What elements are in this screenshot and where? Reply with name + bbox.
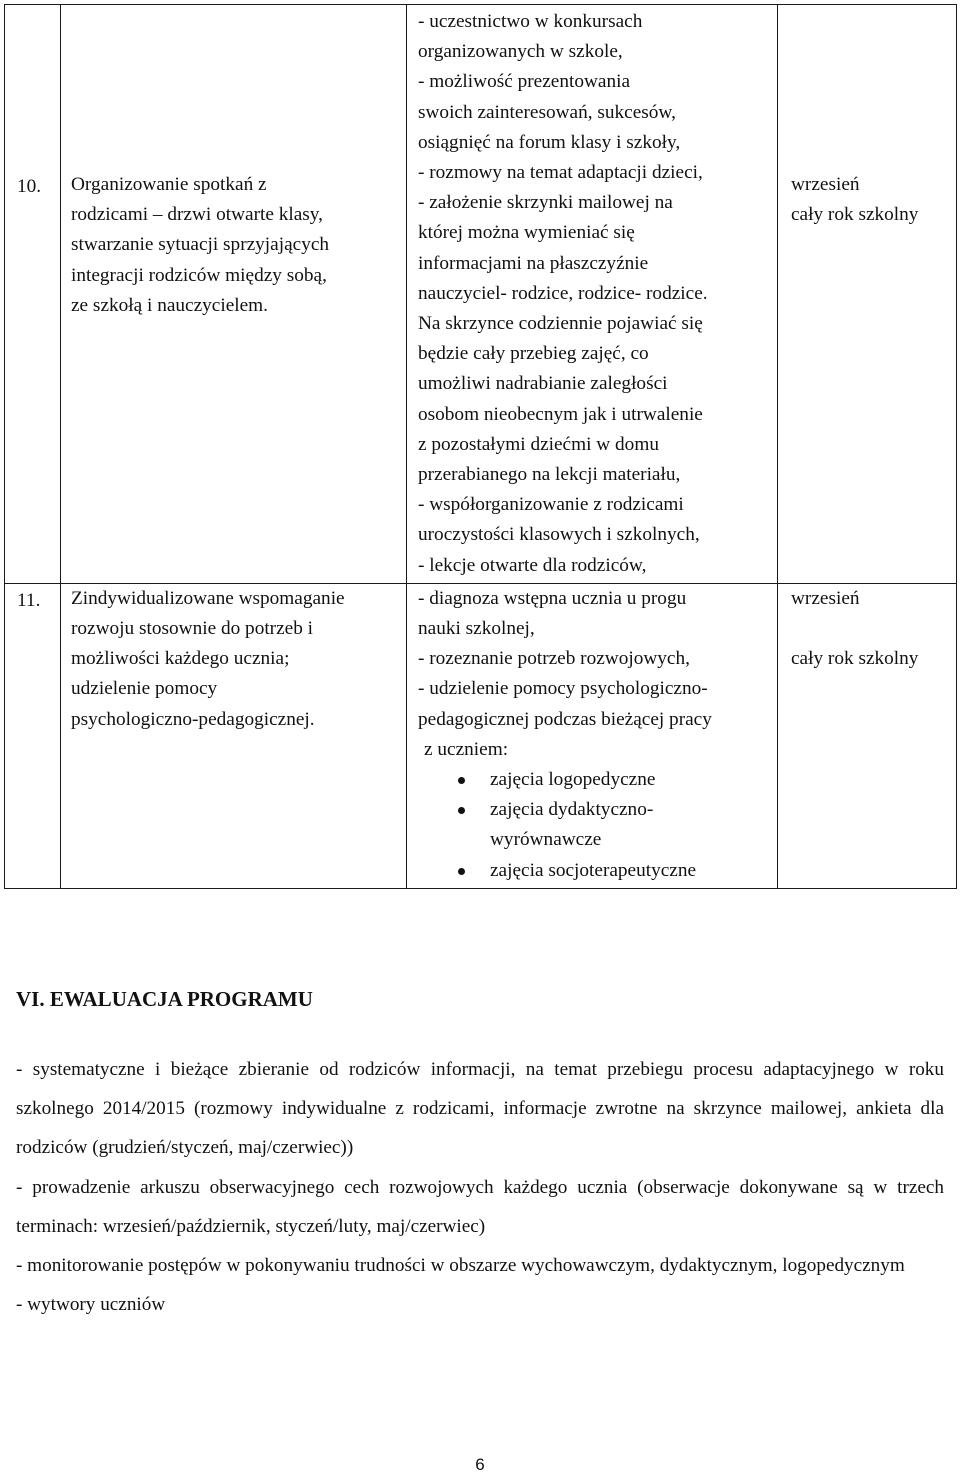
page-number: 6 xyxy=(475,1455,485,1474)
task-line: rodzicami – drzwi otwarte klasy, xyxy=(71,204,323,226)
action-line: - rozmowy na temat adaptacji dzieci, xyxy=(418,162,703,184)
action-line: pedagogicznej podczas bieżącej pracy xyxy=(418,708,712,730)
actions-cell xyxy=(407,5,778,584)
row-number: 10. xyxy=(17,176,42,197)
action-line: - współorganizowanie z rodzicami xyxy=(418,494,684,516)
actions-cell xyxy=(407,583,778,888)
action-line: umożliwi nadrabianie zaległości xyxy=(418,373,668,395)
evaluation-paragraph: - monitorowanie postępów w pokonywaniu trudności w obszarze wychowawczym, dydaktycznym, logopedycznym xyxy=(16,1255,905,1277)
task-line: stwarzanie sytuacji sprzyjających xyxy=(71,234,330,256)
term-start: wrzesień xyxy=(791,174,860,195)
action-line: osiągnięć na forum klasy i szkoły, xyxy=(418,131,681,153)
action-line: - uczestnictwo w konkursach xyxy=(418,11,643,32)
action-line: - możliwość prezentowania xyxy=(418,71,631,93)
term-cell xyxy=(778,583,957,888)
task-line: Organizowanie spotkań z xyxy=(71,174,267,195)
evaluation-paragraph: - wytwory uczniów xyxy=(16,1294,166,1316)
list-item: zajęcia socjoterapeutyczne xyxy=(490,856,769,886)
task-line: psychologiczno-pedagogicznej. xyxy=(71,708,315,730)
table-row xyxy=(5,5,957,584)
action-line: z pozostałymi dziećmi w domu xyxy=(418,433,659,455)
section-title: VI. EWALUACJA PROGRAMU xyxy=(16,987,313,1011)
action-line: osobom nieobecnym jak i utrwalenie xyxy=(418,403,703,425)
task-line: ze szkołą i nauczycielem. xyxy=(71,294,268,316)
action-line: - założenie skrzynki mailowej na xyxy=(418,192,673,214)
task-line: możliwości każdego ucznia; xyxy=(71,648,290,670)
evaluation-paragraph: - systematyczne i bieżące zbieranie od rodziców informacji, na temat przebiegu procesu adaptacyjnego w roku szkolnego 2014/2015 (rozmowy indywidualne z rodzicami, informacje zwrotne na skrzynce mailowej, ankieta dla rodziców (grudzień/styczeń, maj/czerwiec)) xyxy=(16,1059,944,1159)
action-line: przerabianego na lekcji materiału, xyxy=(418,464,681,486)
evaluation-paragraph: - prowadzenie arkuszu obserwacyjnego cech rozwojowych każdego ucznia (obserwacje dokonywane są w trzech terminach: wrzesień/październik, styczeń/luty, maj/czerwiec) xyxy=(16,1176,944,1237)
evaluation-body xyxy=(16,1050,944,1324)
row-number-cell xyxy=(5,5,61,584)
action-line: - lekcje otwarte dla rodziców, xyxy=(418,554,647,576)
action-line: - udzielenie pomocy psychologiczno- xyxy=(418,678,708,700)
task-cell xyxy=(61,583,407,888)
term-start: wrzesień xyxy=(791,587,860,609)
list-item-text: zajęcia dydaktyczno- xyxy=(490,799,654,821)
action-line: uroczystości klasowych i szkolnych, xyxy=(418,524,700,546)
action-line: będzie cały przebieg zajęć, co xyxy=(418,343,649,365)
task-line: rozwoju stosownie do potrzeb i xyxy=(71,618,314,640)
action-line: organizowanych w szkole, xyxy=(418,41,623,63)
term-range: cały rok szkolny xyxy=(791,204,919,226)
action-line: Na skrzynce codziennie pojawiać się xyxy=(418,313,703,335)
action-line: z uczniem: xyxy=(424,738,509,760)
action-line: swoich zainteresowań, sukcesów, xyxy=(418,101,676,123)
action-line: informacjami na płaszczyźnie xyxy=(418,252,649,274)
task-line: integracji rodziców między sobą, xyxy=(71,264,327,286)
list-item xyxy=(490,795,769,855)
task-line: Zindywidualizowane wspomaganie xyxy=(71,587,345,609)
action-line: - diagnoza wstępna ucznia u progu xyxy=(418,587,687,609)
term-range: cały rok szkolny xyxy=(791,648,919,670)
table-row xyxy=(5,583,957,888)
list-item: zajęcia logopedyczne xyxy=(490,765,769,795)
action-line: której można wymieniać się xyxy=(418,222,635,244)
task-line: udzielenie pomocy xyxy=(71,678,218,700)
activity-list xyxy=(418,765,769,886)
action-line: - rozeznanie potrzeb rozwojowych, xyxy=(418,648,690,670)
task-cell xyxy=(61,5,407,584)
action-line: nauczyciel- rodzice, rodzice- rodzice. xyxy=(418,282,708,304)
row-number: 11. xyxy=(17,589,41,611)
action-line: nauki szkolnej, xyxy=(418,618,535,640)
plan-table xyxy=(4,4,957,889)
row-number-cell xyxy=(5,583,61,888)
list-item-text: wyrównawcze xyxy=(490,829,602,851)
term-cell xyxy=(778,5,957,584)
